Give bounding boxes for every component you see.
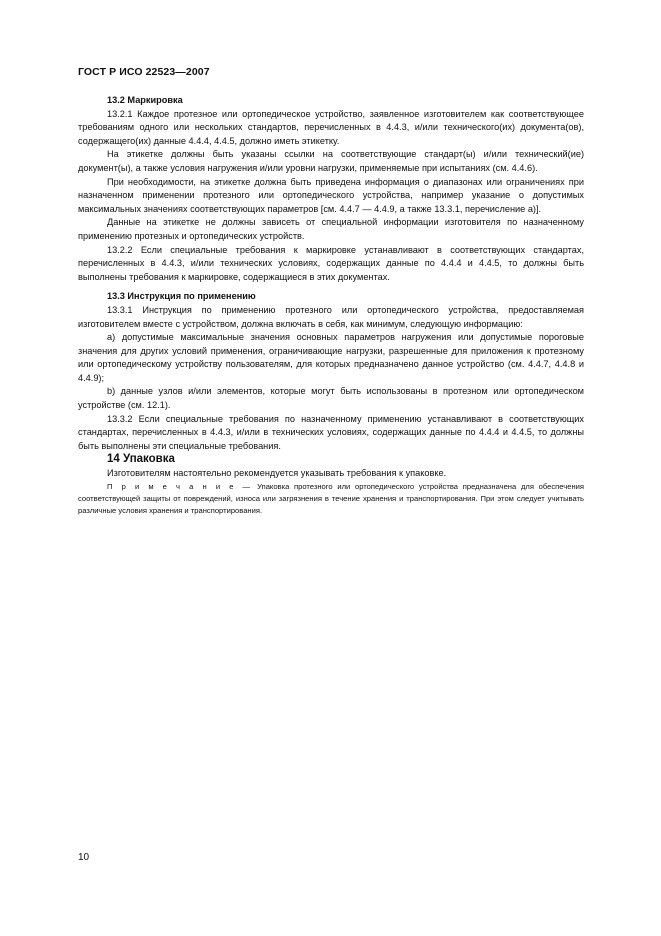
paragraph-label-independence: Данные на этикетке не должны зависеть от специальной информации изготовителя по назначенному применению протезных и ортопедических устройств. (78, 217, 584, 241)
paragraph-13-3-2: 13.3.2 Если специальные требования по назначенному применению устанавливают в соответствующих стандартах, перечисленных в 4.4.3, и/или в технических условиях, содержащих данные по 4.4.4 и 4.4.5, то должны быть выполнены эти специальные требования. (78, 413, 584, 451)
document-header: ГОСТ Р ИСО 22523—2007 (78, 66, 210, 78)
list-item-a: а) допустимые максимальные значения основных параметров нагружения или допустимые пороговые значения для других условий применения, ограничивающие нагрузки, разрешенные для приложения к протезному или ортопедическому устройству пользователям, для которых предназначено данное устройство (см. 4.4.7, 4.4.8 и 4.4.9); (78, 332, 584, 383)
list-item-b: b) данные узлов и/или элементов, которые могут быть использованы в протезном или ортопедическом устройстве (см. 12.1). (78, 386, 584, 411)
page-number: 10 (78, 852, 90, 863)
document-body (78, 94, 584, 518)
section-13-2-title: 13.2 Маркировка (107, 95, 183, 105)
paragraph-13-2-1: 13.2.1 Каждое протезное или ортопедическое устройство, заявленное изготовителем как соответствующее требованиям одного или нескольких стандартов, перечисленных в 4.4.3, и/или технического(их) документа(ов), содержащего(их) данные 4.4.4, 4.4.5, должно иметь этикетку. (78, 108, 584, 146)
paragraph-label-limits: При необходимости, на этикетке должна быть приведена информация о диапазонах или ограничениях при назначенном применении протезного или ортопедического устройства, например указание о допустимых максимальных значениях соответствующих параметров [см. 4.4.7 — 4.4.9, а также 13.3.1, перечисление а)]. (78, 176, 584, 214)
section-14-title: 14 Упаковка (107, 453, 175, 466)
note-label: П р и м е ч а н и е — (107, 481, 253, 491)
paragraph-13-3-1: 13.3.1 Инструкция по применению протезного или ортопедического устройства, предоставляемая изготовителем вместе с устройством, должна включать в себя, как минимум, следующую информацию: (78, 304, 584, 329)
paragraph-label-refs: На этикетке должны быть указаны ссылки на соответствующие стандарт(ы) и/или технический(ие) документ(ы), а также условия нагружения и/или уровни нагрузки, применяемые при испытаниях (см. 4.4.6). (78, 149, 584, 173)
note-paragraph (78, 481, 584, 518)
paragraph-13-2-2: 13.2.2 Если специальные требования к маркировке устанавливают в соответствующих стандартах, перечисленных в 4.4.3, и/или технических условиях, содержащих данные по 4.4.4 и 4.4.5, то должны быть выполнены требования к маркировке, содержащиеся в этих документах. (78, 244, 584, 282)
section-13-3-title: 13.3 Инструкция по применению (107, 291, 256, 302)
note-text: Упаковка протезного или ортопедического устройства предназначена для обеспечения соответствующей защиты от повреждений, износа или загрязнения в течение хранения и транспортирования. При этом следует учитывать различные условия хранения и транспортирования. (78, 481, 584, 516)
paragraph-14: Изготовителям настоятельно рекомендуется указывать требования к упаковке. (107, 468, 447, 479)
